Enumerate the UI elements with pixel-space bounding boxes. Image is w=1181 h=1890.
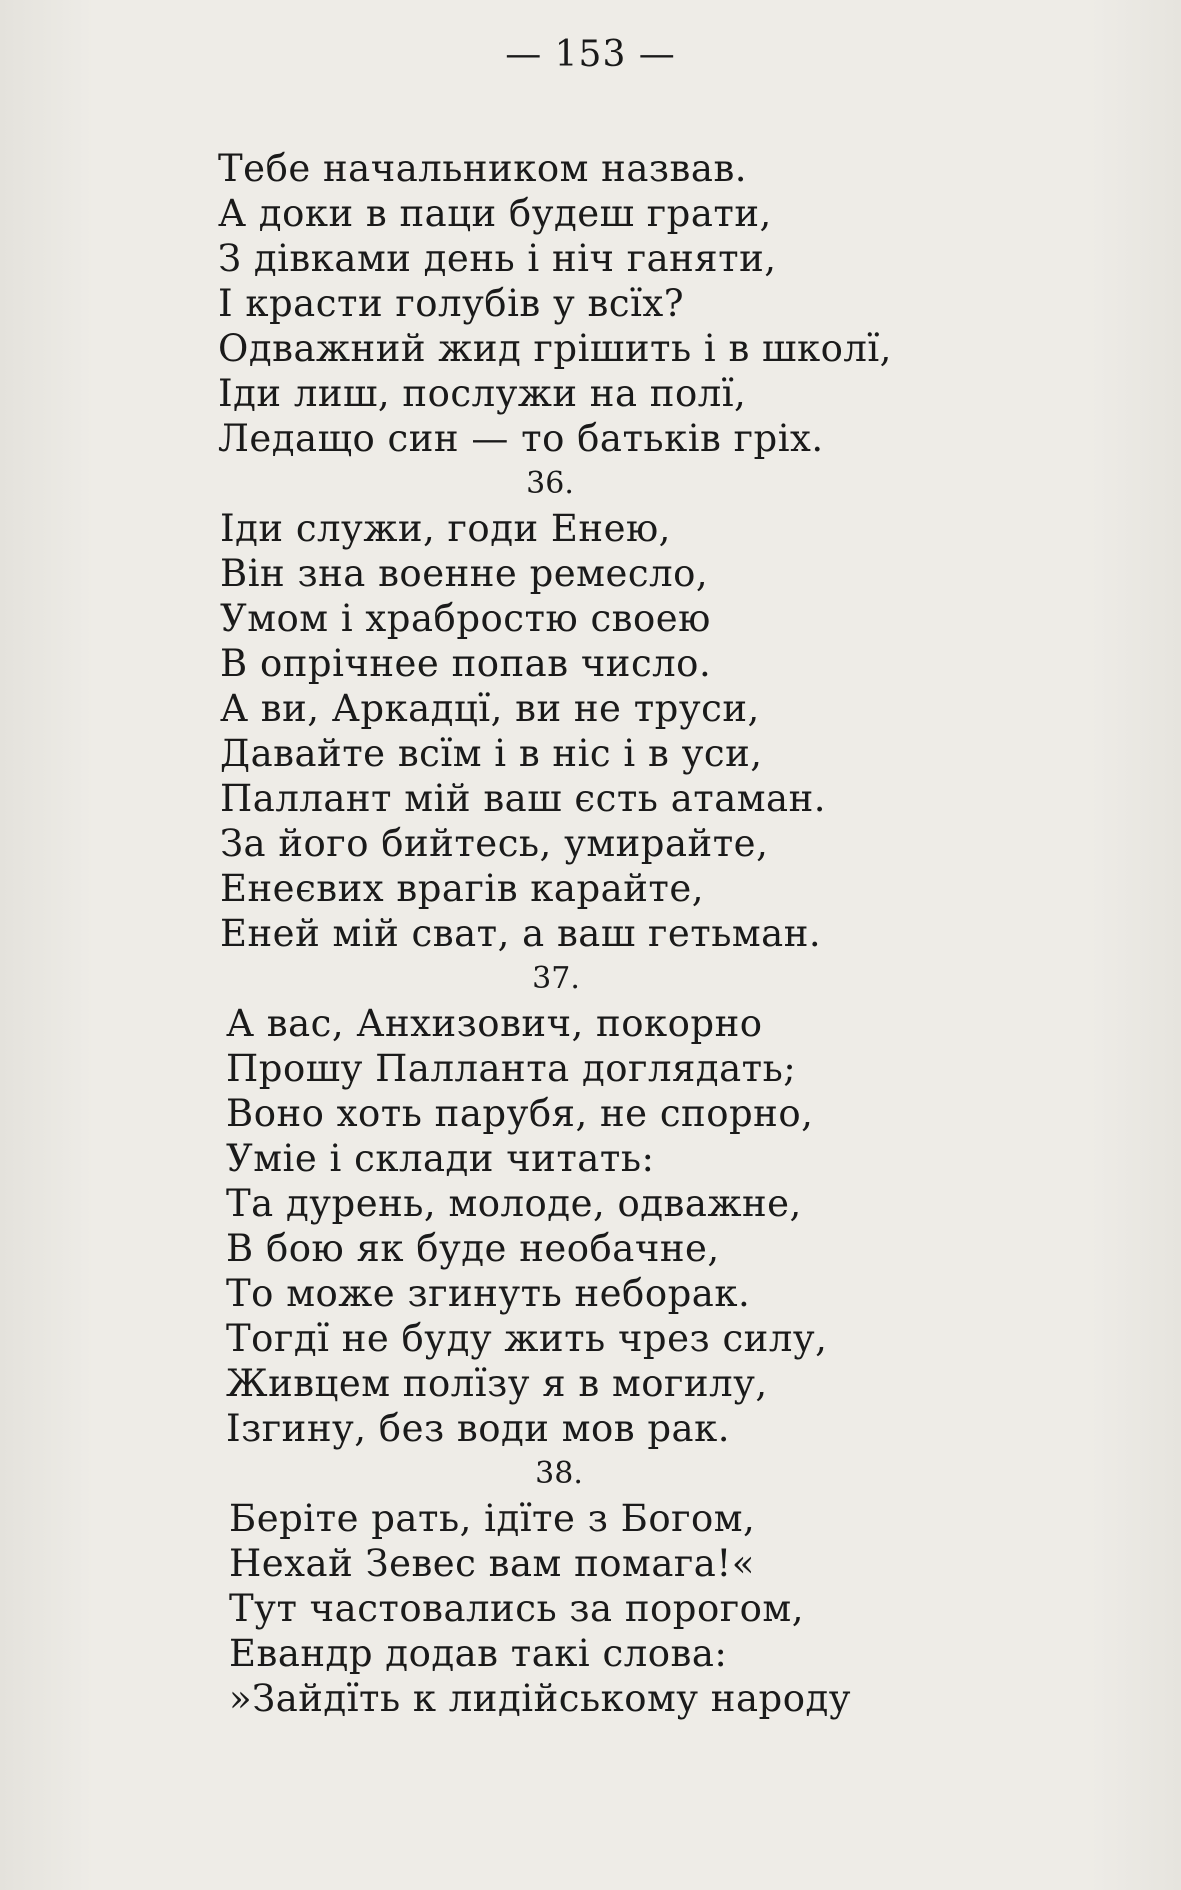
poem-line: Тебе начальником назвав. xyxy=(218,147,748,190)
page-number: — 153 — xyxy=(505,34,676,75)
poem-line: За його бийтесь, умирайте, xyxy=(220,822,769,865)
poem-line: І красти голубів у всїх? xyxy=(218,282,685,325)
poem-line: Прошу Палланта доглядать; xyxy=(226,1047,797,1090)
stanza-continuation xyxy=(218,146,938,461)
poem-line: Одважний жид грішить і в школї, xyxy=(218,327,892,370)
poem-line: Енеєвих врагів карайте, xyxy=(220,867,705,910)
poem-line: Тогдї не буду жить чрез силу, xyxy=(226,1317,828,1360)
poem-line: Умом і храбростю своею xyxy=(220,597,711,640)
poem-line: В опрічнее попав число. xyxy=(220,642,712,685)
poem-line: Тут частовались за порогом, xyxy=(229,1587,804,1630)
poem-line: Ледащо син — то батьків гріх. xyxy=(218,417,824,460)
stanza-number: 38. xyxy=(535,1456,583,1491)
poem-line: А доки в паци будеш грати, xyxy=(218,192,772,235)
stanza-number: 37. xyxy=(532,961,580,996)
poem-line: Паллант мій ваш єсть атаман. xyxy=(220,777,827,820)
poem-line: Іди служи, годи Енею, xyxy=(220,507,671,550)
stanza-number: 36. xyxy=(526,466,574,501)
poem-line: А ви, Аркадцї, ви не труси, xyxy=(220,687,760,730)
poem-line: В бою як буде необачне, xyxy=(226,1227,720,1270)
stanza-36 xyxy=(218,461,938,956)
poem-line: Нехай Зевес вам помага!« xyxy=(229,1542,755,1585)
poem-line: Евандр додав такі слова: xyxy=(229,1632,728,1675)
poem-line: Він зна военне ремесло, xyxy=(220,552,709,595)
stanza-37 xyxy=(218,956,938,1451)
poem-line: Ізгину, без води мов рак. xyxy=(226,1407,730,1450)
poem-line: Воно хоть парубя, не спорно, xyxy=(226,1092,814,1135)
poem-line: Іди лиш, послужи на полї, xyxy=(218,372,747,415)
poem-line: То може згинуть неборак. xyxy=(226,1272,751,1315)
stanza-38 xyxy=(218,1451,938,1721)
poem-line: З дівками день і ніч ганяти, xyxy=(218,237,777,280)
poem-line: А вас, Анхизович, покорно xyxy=(226,1002,763,1045)
poem-line: Беріте рать, ідїте з Богом, xyxy=(229,1497,756,1540)
poem-text xyxy=(218,146,938,1721)
poem-line: »Зайдїть к лидійському народу xyxy=(229,1677,852,1720)
poem-line: Еней мій сват, а ваш гетьман. xyxy=(220,912,822,955)
poem-line: Давайте всїм і в ніс і в уси, xyxy=(220,732,763,775)
poem-line: Та дурень, молоде, одважне, xyxy=(226,1182,802,1225)
poem-line: Уміе і склади читать: xyxy=(226,1137,655,1180)
poem-line: Живцем полїзу я в могилу, xyxy=(226,1362,768,1405)
